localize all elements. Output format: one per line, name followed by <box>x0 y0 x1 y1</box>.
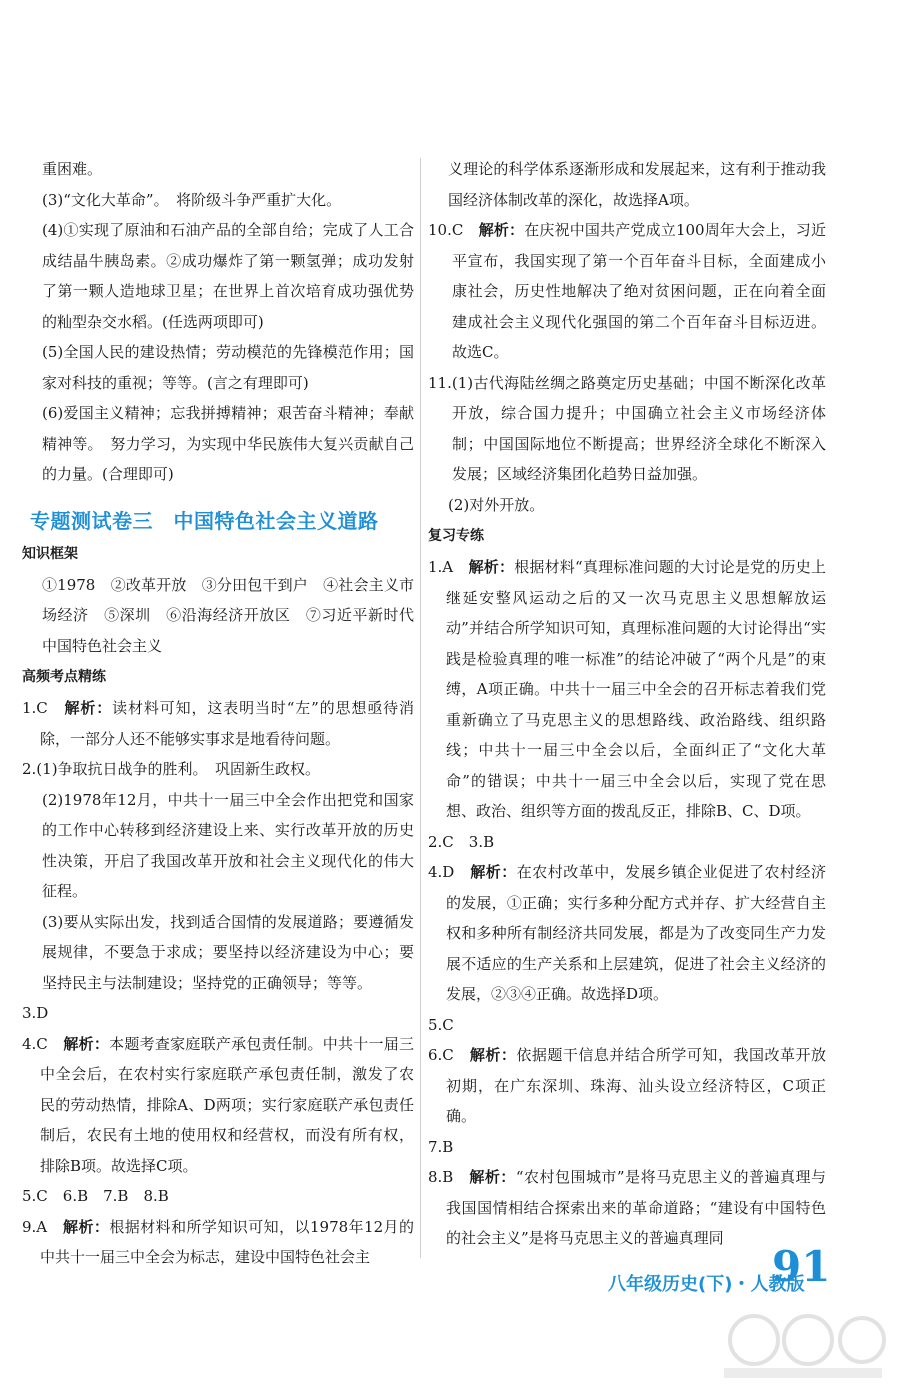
subsection-heading: 知识框架 <box>22 545 78 562</box>
answer-item: 10.C 解析：在庆祝中国共产党成立100周年大会上，习近平宣布，我国实现了第一个百年奋斗目标，全面建成小康社会，历史性地解决了绝对贫困问题，正在向着全面建成社会主义现代化强国的第二个百年奋斗目标迈进。故选C。 <box>428 221 826 361</box>
answer-item: 2.(1)争取抗日战争的胜利。 巩固新生政权。 <box>22 760 321 778</box>
answer-item: (2)1978年12月，中共十一届三中全会作出把党和国家的工作中心转移到经济建设上来、实行改革开放的历史性决策，开启了我国改革开放和社会主义现代化的伟大征程。 <box>42 790 414 900</box>
answer-item: 9.A 解析：根据材料和所学知识可知，以1978年12月的中共十一届三中全会为标志，建设中国特色社会主 <box>22 1217 414 1266</box>
answer-item: 3.D <box>22 1004 49 1022</box>
analysis-label: 解析： <box>63 1034 110 1053</box>
answer-item: 4.D 解析：在农村改革中，发展乡镇企业促进了农村经济的发展，①正确；实行多种分配方式并存、扩大经营自主权和多种所有制经济共同发展，都是为了改变同生产力发展不适应的生产关系和上层建筑，促进了社会主义经济的发展，②③④正确。故选择D项。 <box>428 863 826 1003</box>
analysis-label: 解析： <box>64 699 113 717</box>
left-column <box>22 154 414 1273</box>
answer-item: 5.C 6.B 7.B 8.B <box>22 1187 169 1205</box>
answer-item: 6.C 解析：依据题干信息并结合所学可知，我国改革开放初期，在广东深圳、珠海、汕头设立经济特区，C项正确。 <box>428 1046 826 1125</box>
answer-item: 义理论的科学体系逐渐形成和发展起来，这有利于推动我国经济体制改革的深化，故选择A项。 <box>448 160 826 209</box>
answer-item: 1.C 解析：读材料可知，这表明当时“左”的思想亟待消除，一部分人还不能够实事求是地看待问题。 <box>22 699 414 748</box>
answer-item: (2)对外开放。 <box>448 495 545 514</box>
answer-item: 8.B 解析：“农村包围城市”是将马克思主义的普遍真理与我国国情相结合探索出来的革命道路；“建设有中国特色的社会主义”是将马克思主义的普遍真理同 <box>428 1168 826 1247</box>
answer-item: 1.A 解析：根据材料“真理标准问题的大讨论是党的历史上继延安整风运动之后的又一次马克思主义思想解放运动”并结合所学知识可知，真理标准问题的大讨论得出“实践是检验真理的唯一标准”的结论冲破了“两个凡是”的束缚，A项正确。中共十一届三中全会的召开标志着我们党重新确立了马克思主义的思想路线、政治路线、组织路线；中共十一届三中全会以后，全面纠正了“文化大革命”的错误；中共十一届三中全会以后，实现了党在思想、政治、组织等方面的拨乱反正，排除B、C、D项。 <box>428 558 826 820</box>
answer-line: (5)全国人民的建设热情；劳动模范的先锋模范作用；国家对科技的重视；等等。(言之有理即可) <box>42 343 414 392</box>
answer-line: (3)“文化大革命”。 将阶级斗争严重扩大化。 <box>42 190 342 209</box>
page-number: 91 <box>772 1242 831 1291</box>
answer-item: 7.B <box>428 1137 454 1156</box>
answer-line: 重困难。 <box>42 160 103 178</box>
answer-item: 4.C 解析：本题考查家庭联产承包责任制。中共十一届三中全会后，在农村实行家庭联产承包责任制，激发了农民的劳动热情，排除A、D两项；实行家庭联产承包责任制后，农民有土地的使用权和经营权，而没有所有权，排除B项。故选择C项。 <box>22 1034 414 1175</box>
subsection-heading: 复习专练 <box>428 528 484 544</box>
right-column <box>428 154 826 1254</box>
column-divider <box>420 158 421 1258</box>
book-label: 八年级历史(下)・人教版 <box>608 1274 805 1295</box>
knowledge-framework: ①1978 ②改革开放 ③分田包干到户 ④社会主义市场经济 ⑤深圳 ⑥沿海经济开放区 ⑦习近平新时代中国特色社会主义 <box>42 575 414 655</box>
answer-item: (3)要从实际出发，找到适合国情的发展道路；要遵循发展规律，不要急于求成；要坚持以经济建设为中心；要坚持民主与法制建设；坚持党的正确领导；等等。 <box>42 912 414 992</box>
analysis-label: 解析： <box>478 221 525 239</box>
section-title: 专题测试卷三 中国特色社会主义道路 <box>30 508 379 533</box>
subsection-heading: 高频考点精练 <box>22 669 106 685</box>
answer-item: 5.C <box>428 1015 454 1034</box>
answer-line: (4)①实现了原油和石油产品的全部自给；完成了人工合成结晶牛胰岛素。②成功爆炸了第一颗氢弹；成功发射了第一颗人造地球卫星；在世界上首次培育成功强优势的籼型杂交水稻。(任选两项即可) <box>42 221 414 331</box>
analysis-label: 解析： <box>469 1168 516 1186</box>
answer-item: 2.C 3.B <box>428 832 495 851</box>
answer-item: 11.(1)古代海陆丝绸之路奠定历史基础；中国不断深化改革开放，综合国力提升；中国确立社会主义市场经济体制；中国国际地位不断提高；世界经济全球化不断深入发展；区域经济集团化趋势日益加强。 <box>428 373 826 483</box>
analysis-label: 解析： <box>468 558 515 576</box>
analysis-label: 解析： <box>469 1046 517 1064</box>
analysis-label: 解析： <box>63 1217 110 1236</box>
analysis-label: 解析： <box>470 863 517 881</box>
watermark-logo-icon <box>718 1310 888 1382</box>
answer-line: (6)爱国主义精神；忘我拼搏精神；艰苦奋斗精神；奉献精神等。 努力学习，为实现中华民族伟大复兴贡献自己的力量。(合理即可) <box>42 404 414 483</box>
